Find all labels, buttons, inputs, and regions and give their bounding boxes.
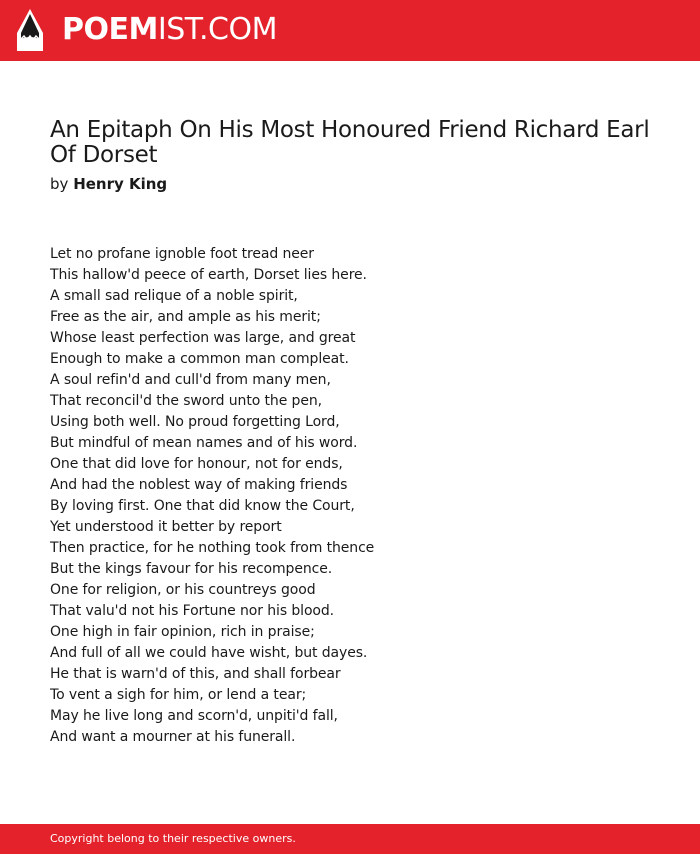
- poem-line: Then practice, for he nothing took from thence: [50, 540, 375, 556]
- poem-line: He that is warn'd of this, and shall forbear: [50, 666, 341, 682]
- pen-nib-icon[interactable]: [17, 9, 43, 51]
- poem-body: [50, 244, 550, 748]
- poem-line: This hallow'd peece of earth, Dorset lies here.: [50, 267, 367, 283]
- poem-line: That reconcil'd the sword unto the pen,: [50, 393, 322, 409]
- poem-line: To vent a sigh for him, or lend a tear;: [50, 687, 307, 703]
- poem-line: But the kings favour for his recompence.: [50, 561, 333, 577]
- poem-line: One for religion, or his countreys good: [50, 582, 316, 598]
- poem-byline: [50, 174, 167, 194]
- poem-line: Whose least perfection was large, and great: [50, 330, 356, 346]
- logo-bold-text: POEM: [62, 12, 158, 47]
- poem-line: Yet understood it better by report: [50, 519, 282, 535]
- poem-line: And full of all we could have wisht, but dayes.: [50, 645, 368, 661]
- poem-line: A small sad relique of a noble spirit,: [50, 288, 298, 304]
- poem-line: A soul refin'd and cull'd from many men,: [50, 372, 331, 388]
- poem-title: An Epitaph On His Most Honoured Friend Richard Earl Of Dorset: [50, 117, 650, 168]
- poem-line: May he live long and scorn'd, unpiti'd fall,: [50, 708, 338, 724]
- poem-line: Let no profane ignoble foot tread neer: [50, 246, 314, 262]
- poem-line: Using both well. No proud forgetting Lord,: [50, 414, 340, 430]
- poem-line: One that did love for honour, not for ends,: [50, 456, 343, 472]
- poem-line: But mindful of mean names and of his word.: [50, 435, 358, 451]
- poem-line: And want a mourner at his funerall.: [50, 729, 296, 745]
- site-header: [0, 0, 700, 61]
- poem-line: Free as the air, and ample as his merit;: [50, 309, 321, 325]
- poem-line: And had the noblest way of making friends: [50, 477, 348, 493]
- copyright-text: Copyright belong to their respective owners.: [50, 832, 296, 845]
- by-label: by: [50, 175, 69, 193]
- poem-line: Enough to make a common man compleat.: [50, 351, 349, 367]
- poem-line: That valu'd not his Fortune nor his blood.: [50, 603, 335, 619]
- poem-line: One high in fair opinion, rich in praise;: [50, 624, 315, 640]
- site-logo[interactable]: [62, 10, 277, 50]
- author-name: Henry King: [73, 175, 168, 193]
- site-footer: [0, 824, 700, 854]
- logo-light-text: IST.COM: [157, 12, 277, 47]
- poem-line: By loving first. One that did know the Court,: [50, 498, 355, 514]
